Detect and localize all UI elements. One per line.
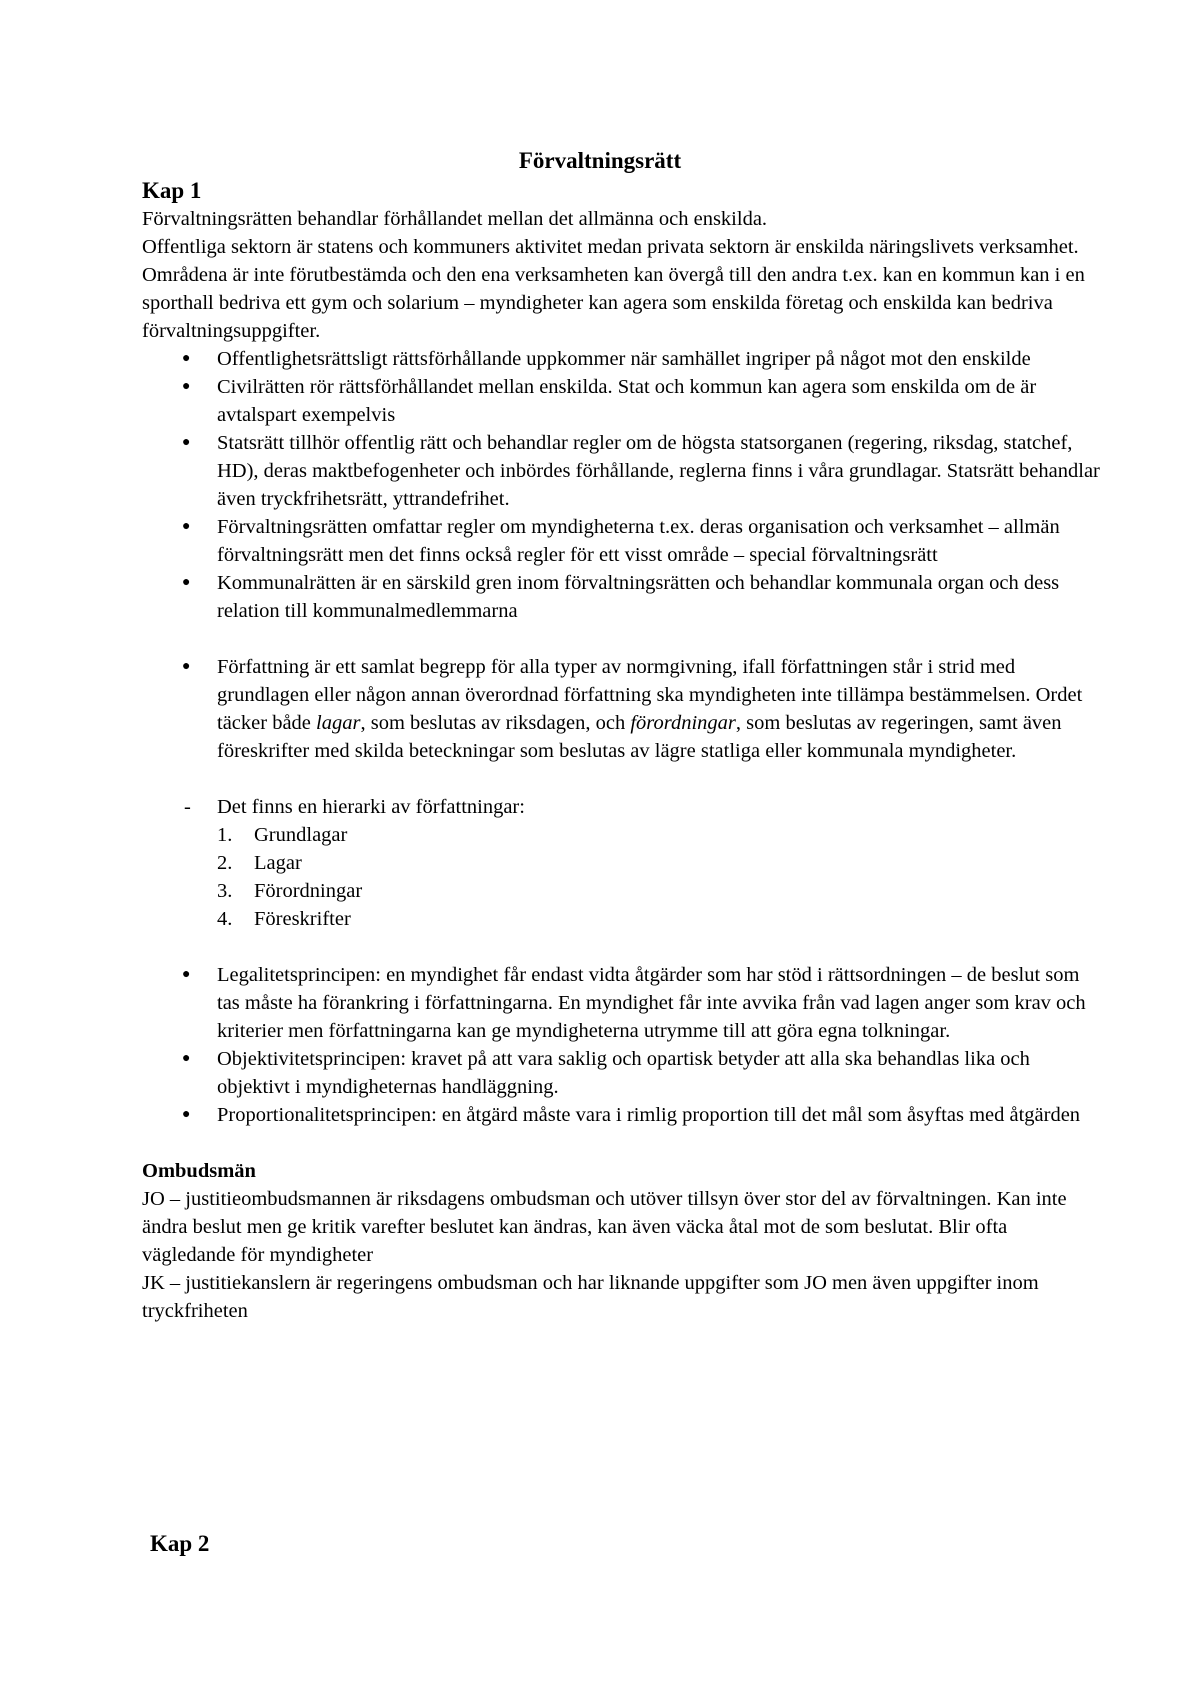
list-item-text: Civilrätten rör rättsförhållandet mellan enskilda. Stat och kommun kan agera som enskilda om de är avtalspart exempelvis (217, 376, 1037, 426)
bullet-icon: ● (182, 1107, 191, 1122)
term-lagar: lagar (316, 712, 361, 734)
document-title: Förvaltningsrätt (518, 148, 682, 173)
list-item (142, 849, 1102, 877)
list-item (142, 345, 1102, 373)
kap1-section (142, 177, 1102, 1325)
term-forordningar: förordningar (630, 712, 736, 734)
list-number: 1. (217, 824, 233, 846)
spacer (142, 765, 1102, 793)
bullet-list-b (142, 961, 1102, 1129)
list-item-text: Förordningar (254, 880, 363, 902)
list-item-text: Kommunalrätten är en särskild gren inom förvaltningsrätten och behandlar kommunala organ och dess relation till kommunalmedlemmarna (217, 572, 1060, 622)
bullet-icon: ● (182, 435, 191, 450)
list-item-text: Statsrätt tillhör offentlig rätt och behandlar regler om de högsta statsorganen (regering, riksdag, statchef, HD), deras maktbefogenheter och inbördes förhållande, reglerna finns i våra grundlagar. Statsrätt behandlar även tryckfrihetsrätt, yttrandefrihet. (217, 432, 1100, 510)
spacer (142, 1129, 1102, 1157)
kap1-heading: Kap 1 (142, 178, 202, 203)
dash-icon: - (184, 796, 191, 818)
list-item (142, 373, 1102, 429)
forfattning-list (142, 653, 1102, 765)
kap2-heading: Kap 2 (150, 1531, 210, 1556)
jo-paragraph: JO – justitieombudsmannen är riksdagens ombudsman och utöver tillsyn över stor del av förvaltningen. Kan inte ändra beslut men ge kritik varefter beslutet kan ändras, kan även väcka åtal mot de som beslutat. Blir ofta vägledande för myndigheter (142, 1188, 1067, 1266)
forfattning-part-3: , som beslutas av regeringen, samt även föreskrifter med skilda beteckningar som beslutas av lägre statliga eller kommunala myndigheter. (217, 712, 1062, 762)
bullet-icon: ● (182, 575, 191, 590)
hierarchy-intro-text: Det finns en hierarki av författningar: (217, 796, 525, 818)
hierarchy-list (142, 821, 1102, 933)
forfattning-part-2: , som beslutas av riksdagen, och (360, 712, 631, 734)
ombudsman-heading: Ombudsmän (142, 1160, 256, 1182)
bullet-icon: ● (182, 519, 191, 534)
list-item (142, 653, 1102, 765)
hierarchy-intro (142, 793, 1102, 821)
list-item (142, 961, 1102, 1045)
forfattning-text (217, 656, 1082, 762)
list-item-text: Offentlighetsrättsligt rättsförhållande uppkommer när samhället ingriper på något mot den enskilde (217, 348, 1031, 370)
bullet-icon: ● (182, 967, 191, 982)
list-item-text: Objektivitetsprincipen: kravet på att vara saklig och opartisk betyder att alla ska behandlas lika och objektivt i myndigheternas handläggning. (217, 1048, 1030, 1098)
jk-paragraph: JK – justitiekanslern är regeringens ombudsman och har liknande uppgifter som JO men även uppgifter inom tryckfriheten (142, 1272, 1039, 1322)
intro-paragraph-1: Förvaltningsrätten behandlar förhållandet mellan det allmänna och enskilda. (142, 208, 768, 230)
bullet-icon: ● (182, 379, 191, 394)
bullet-list-a (142, 345, 1102, 625)
list-item (142, 513, 1102, 569)
list-item (142, 429, 1102, 513)
bullet-icon: ● (182, 1051, 191, 1066)
list-number: 4. (217, 908, 233, 930)
list-item-text: Förvaltningsrätten omfattar regler om myndigheterna t.ex. deras organisation och verksamhet – allmän förvaltningsrätt men det finns också regler för ett visst område – special förvaltningsrätt (217, 516, 1060, 566)
list-number: 3. (217, 880, 233, 902)
list-number: 2. (217, 852, 233, 874)
list-item (142, 821, 1102, 849)
list-item (142, 905, 1102, 933)
spacer (142, 933, 1102, 961)
intro-paragraph-2: Offentliga sektorn är statens och kommuners aktivitet medan privata sektorn är enskilda näringslivets verksamhet. Områdena är inte förutbestämda och den ena verksamheten kan övergå till den andra t.ex. kan en kommun kan i en sporthall bedriva ett gym och solarium – myndigheter kan agera som enskilda företag och enskilda kan bedriva förvaltningsuppgifter. (142, 236, 1085, 342)
list-item-text: Föreskrifter (254, 908, 351, 930)
list-item (142, 1045, 1102, 1101)
list-item (142, 569, 1102, 625)
list-item-text: Proportionalitetsprincipen: en åtgärd måste vara i rimlig proportion till det mål som åsyftas med åtgärden (217, 1104, 1081, 1126)
list-item-text: Grundlagar (254, 824, 348, 846)
list-item-text: Legalitetsprincipen: en myndighet får endast vidta åtgärder som har stöd i rättsordningen – de beslut som tas måste ha förankring i författningarna. En myndighet får inte avvika från vad lagen anger som krav och kriterier men författningarna kan ge myndigheterna utrymme till att göra egna tolkningar. (217, 964, 1086, 1042)
spacer (142, 625, 1102, 653)
bullet-icon: ● (182, 659, 191, 674)
bullet-icon: ● (182, 351, 191, 366)
list-item (142, 877, 1102, 905)
list-item-text: Lagar (254, 852, 302, 874)
forfattning-part-1: Författning är ett samlat begrepp för alla typer av normgivning, ifall författningen står i strid med grundlagen eller någon annan överordnad författning ska myndigheten inte tillämpa bestämmelsen. Ordet täcker både (217, 656, 1083, 734)
list-item (142, 1101, 1102, 1129)
